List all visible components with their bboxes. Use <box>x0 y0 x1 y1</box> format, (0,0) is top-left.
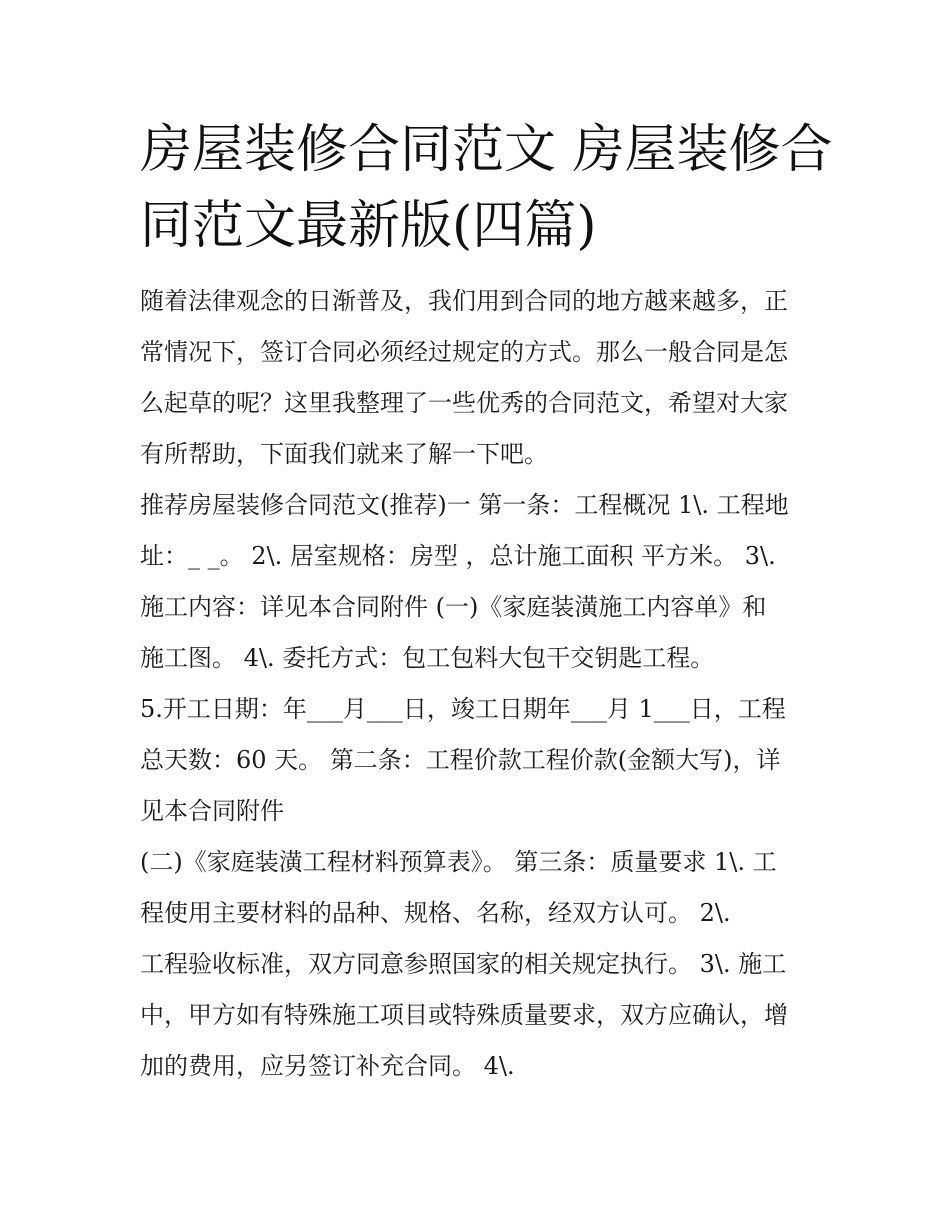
text-line: 工程验收标准，双方同意参照国家的相关规定执行。 3\. 施工 <box>140 950 787 978</box>
document-title <box>140 112 833 264</box>
text-line: 加的费用，应另签订补充合同。 4\. <box>140 1052 515 1080</box>
text-line: 施工图。 4\. 委托方式：包工包料大包干交钥匙工程。 <box>140 644 715 672</box>
article-one-paragraph <box>140 480 820 684</box>
title-line: 同范文最新版(四篇) <box>140 196 597 256</box>
quality-paragraph <box>140 837 820 1092</box>
text-line: 中，甲方如有特殊施工项目或特殊质量要求，双方应确认，增 <box>140 1001 788 1029</box>
text-line: 有所帮助，下面我们就来了解一下吧。 <box>140 440 548 468</box>
text-line: 么起草的呢？这里我整理了一些优秀的合同范文，希望对大家 <box>140 389 788 417</box>
text-line: 见本合同附件 <box>140 797 284 825</box>
text-line: 5.开工日期：年___月___日，竣工日期年___月 1___日，工程 <box>140 695 786 723</box>
schedule-paragraph <box>140 684 820 837</box>
text-line: 施工内容：详见本合同附件 (一)《家庭装潢施工内容单》和 <box>140 593 767 621</box>
text-line: 程使用主要材料的品种、规格、名称，经双方认可。 2\. <box>140 899 731 927</box>
text-line: 随着法律观念的日渐普及，我们用到合同的地方越来越多，正 <box>140 287 788 315</box>
title-line: 房屋装修合同范文 房屋装修合 <box>140 120 833 180</box>
text-line: (二)《家庭装潢工程材料预算表》。 第三条：质量要求 1\. 工 <box>140 848 777 876</box>
text-line: 推荐房屋装修合同范文(推荐)一 第一条：工程概况 1\. 工程地 <box>140 491 789 519</box>
intro-paragraph <box>140 276 820 480</box>
text-line: 常情况下，签订合同必须经过规定的方式。那么一般合同是怎 <box>140 338 788 366</box>
text-line: 址：_ _。 2\. 居室规格：房型 ，总计施工面积 平方米。 3\. <box>140 542 776 570</box>
document-body <box>140 112 833 1092</box>
text-line: 总天数：60 天。 第二条：工程价款工程价款(金额大写)，详 <box>140 746 781 774</box>
